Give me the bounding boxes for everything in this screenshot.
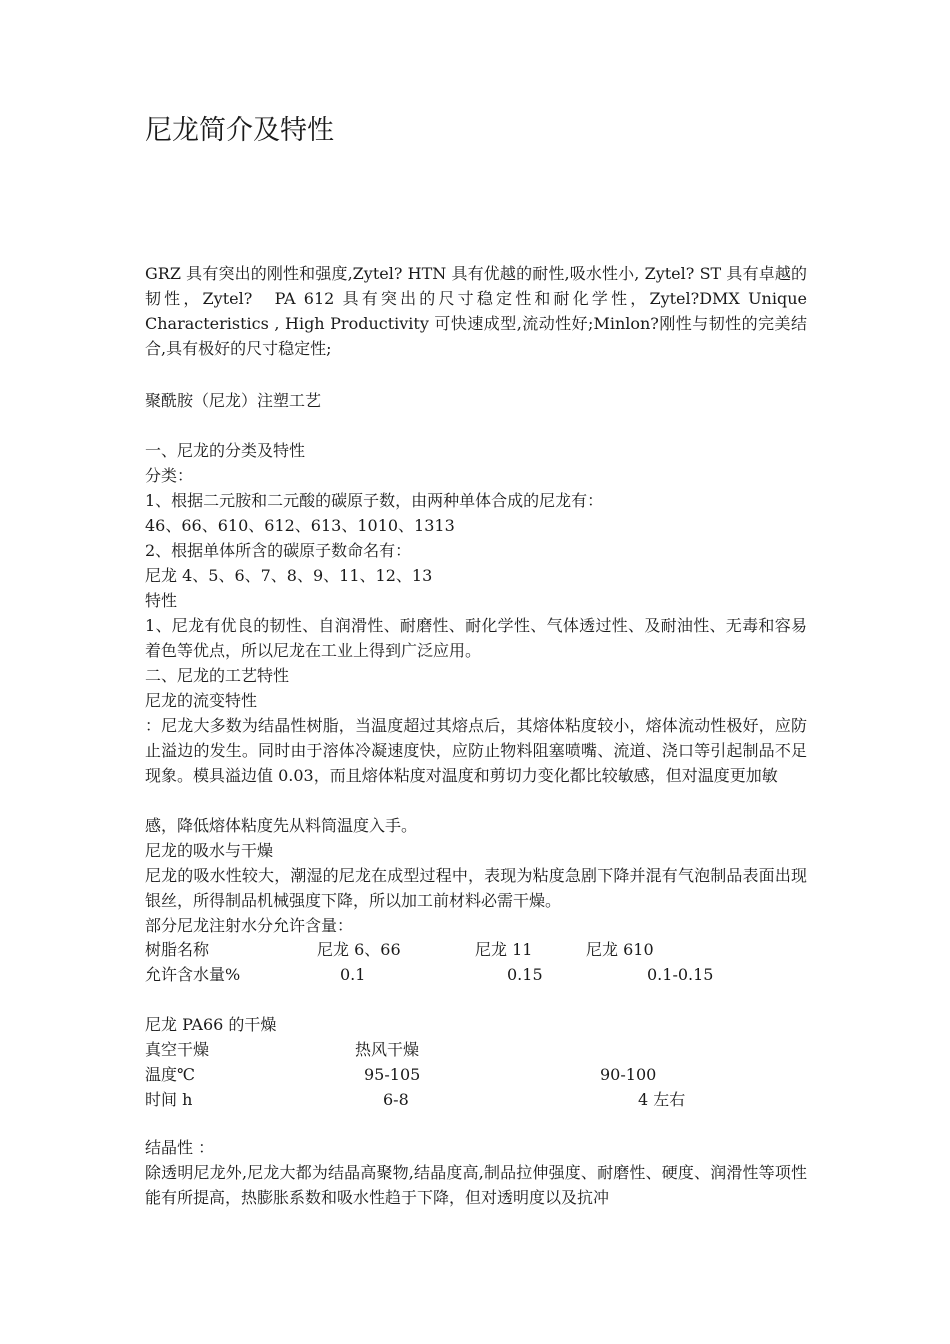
drying-table-row xyxy=(145,1087,807,1112)
drying-title: 尼龙 PA66 的干燥 xyxy=(145,1015,277,1034)
table-cell: 6-8 xyxy=(383,1090,409,1109)
drying-table-header xyxy=(145,1037,807,1062)
crystallinity-label: 结晶性 ： xyxy=(145,1138,215,1157)
moisture-table-header xyxy=(145,937,807,962)
table-cell: 0.1-0.15 xyxy=(647,965,714,984)
table-cell: 温度℃ xyxy=(145,1065,195,1084)
heading-rheology: 尼龙的流变特性 xyxy=(145,691,258,710)
rheology-paragraph-continued: 感，降低熔体粘度先从料筒温度入手。 xyxy=(145,816,418,835)
table-cell: 0.15 xyxy=(507,965,543,984)
table-cell: 尼龙 6、66 xyxy=(317,940,401,959)
heading-classification: 一、尼龙的分类及特性 xyxy=(145,441,306,460)
table-cell: 树脂名称 xyxy=(145,940,210,959)
list-item-1: 1、根据二元胺和二元酸的碳原子数，由两种单体合成的尼龙有： xyxy=(145,491,604,510)
moisture-table-row xyxy=(145,962,807,987)
crystallinity-paragraph: 除透明尼龙外,尼龙大都为结晶高聚物,结晶度高,制品拉伸强度、耐磨性、硬度、润滑性等项性能有所提高，热膨胀系数和吸水性趋于下降，但对透明度以及抗冲 xyxy=(145,1163,807,1207)
section-heading: 聚酰胺（尼龙）注塑工艺 xyxy=(145,391,322,410)
table-cell: 时间 h xyxy=(145,1090,193,1109)
table-cell: 允许含水量% xyxy=(145,965,241,984)
label-features: 特性 xyxy=(145,591,178,610)
label-category: 分类： xyxy=(145,466,194,485)
water-paragraph: 尼龙的吸水性较大，潮湿的尼龙在成型过程中，表现为粘度急剧下降并混有气泡制品表面出现银丝，所得制品机械强度下降，所以加工前材料必需干燥。 xyxy=(145,866,807,910)
document-page xyxy=(145,0,807,1344)
moisture-label: 部分尼龙注射水分允许含量： xyxy=(145,916,354,935)
features-paragraph: 1、尼龙有优良的韧性、自润滑性、耐磨性、耐化学性、气体透过性、及耐油性、无毒和容易着色等优点，所以尼龙在工业上得到广泛应用。 xyxy=(145,616,807,660)
table-cell: 尼龙 610 xyxy=(586,940,654,959)
heading-water: 尼龙的吸水与干燥 xyxy=(145,841,274,860)
table-cell: 95-105 xyxy=(364,1065,421,1084)
table-cell: 4 左右 xyxy=(638,1090,686,1109)
table-cell: 0.1 xyxy=(340,965,366,984)
list-item-2-values: 尼龙 4、5、6、7、8、9、11、12、13 xyxy=(145,566,433,585)
table-cell: 热风干燥 xyxy=(355,1040,420,1059)
table-cell: 90-100 xyxy=(600,1065,657,1084)
list-item-2: 2、根据单体所含的碳原子数命名有： xyxy=(145,541,412,560)
document-title: 尼龙简介及特性 xyxy=(145,115,334,146)
table-cell: 尼龙 11 xyxy=(475,940,533,959)
drying-table-row xyxy=(145,1062,807,1087)
list-item-1-values: 46、66、610、612、613、1010、1313 xyxy=(145,516,455,535)
rheology-paragraph: ：尼龙大多数为结晶性树脂，当温度超过其熔点后，其熔体粘度较小，熔体流动性极好，应防止溢边的发生。同时由于溶体冷凝速度快，应防止物料阻塞喷嘴、流道、浇口等引起制品不足现象。模具溢边值 0.03，而且熔体粘度对温度和剪切力变化都比较敏感，但对温度更加敏 xyxy=(145,716,807,785)
heading-process: 二、尼龙的工艺特性 xyxy=(145,666,290,685)
table-cell: 真空干燥 xyxy=(145,1040,210,1059)
intro-paragraph: GRZ 具有突出的刚性和强度,Zytel? HTN 具有优越的耐性,吸水性小, Zytel? ST 具有卓越的韧性，Zytel? PA 612 具有突出的尺寸稳定性和耐化学性，Zytel?DMX Unique Characteristics , High Productivity 可快速成型,流动性好;Minlon?刚性与韧性的完美结合,具有极好的尺寸稳定性; xyxy=(145,264,807,358)
